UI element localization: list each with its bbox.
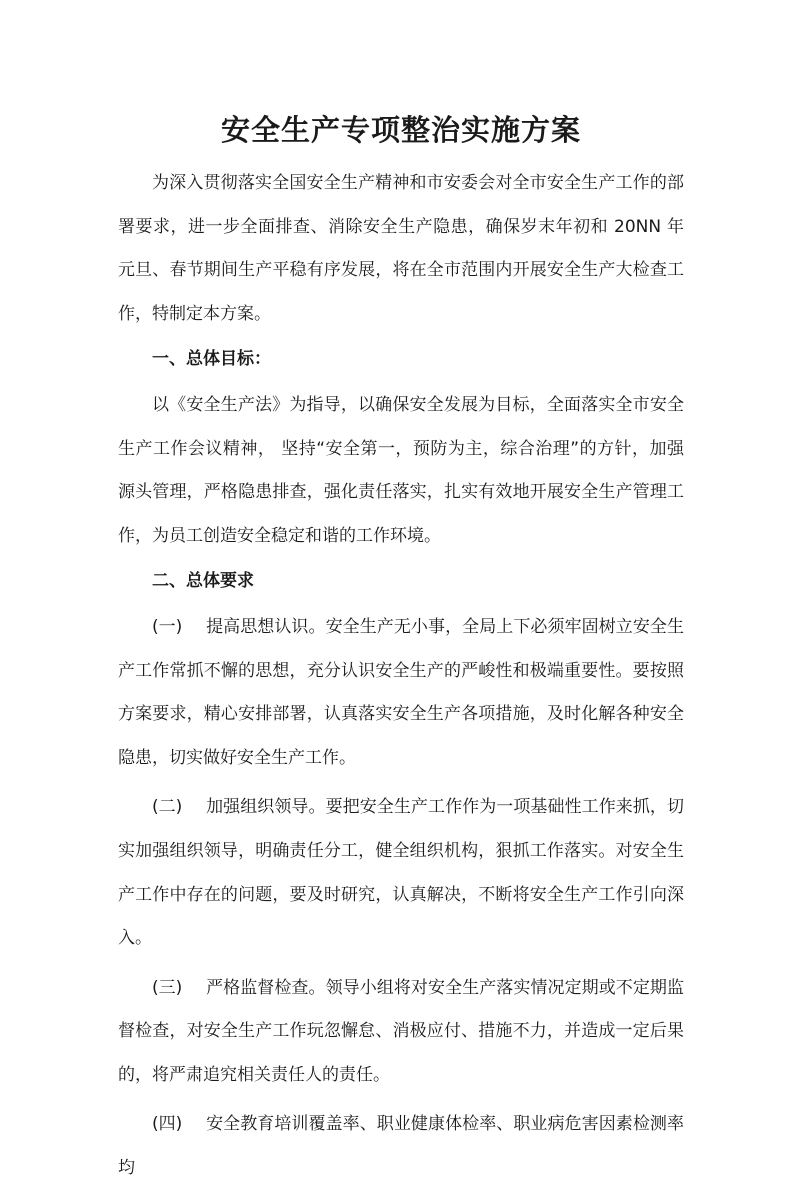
requirement-item [118, 967, 684, 1098]
section-heading-requirements: 二、总体要求 [152, 571, 254, 592]
item-number: (三) [152, 977, 183, 998]
item-text: 严格监督检查。领导小组将对安全生产落实情况定期或不定期监督检查，对安全生产工作玩忽懈怠、消极应付、措施不力，并造成一定后果的，将严肃追究相关责任人的责任。 [118, 977, 684, 1085]
item-text: 安全教育培训覆盖率、职业健康体检率、职业病危害因素检测率均 [118, 1114, 684, 1179]
document-page [118, 108, 684, 1191]
item-text: 加强组织领导。要把安全生产工作作为一项基础性工作来抓，切实加强组织领导，明确责任分工，健全组织机构，狠抓工作落实。对安全生产工作中存在的问题，要及时研究，认真解决，不断将安全生产工作引向深入。 [118, 797, 684, 949]
item-number: (四) [152, 1114, 183, 1135]
goals-paragraph: 以《安全生产法》为指导，以确保安全发展为目标，全面落实全市安全生产工作会议精神， 坚持“安全第一，预防为主，综合治理”的方针，加强源头管理，严格隐患排查，强化责任落实，扎实有效地开展安全生产管理工作，为员工创造安全稳定和谐的工作环境。 [118, 394, 684, 546]
requirement-item [118, 606, 684, 780]
requirement-item [118, 1103, 684, 1190]
item-number: (二) [152, 797, 183, 818]
intro-paragraph: 为深入贯彻落实全国安全生产精神和市安委会对全市安全生产工作的部署要求，进一步全面排查、消除安全生产隐患，确保岁末年初和 20NN 年元旦、春节期间生产平稳有序发展，将在全市范围内开展安全生产大检查工作，特制定本方案。 [118, 173, 684, 324]
item-number: (一) [152, 616, 183, 637]
item-text: 提高思想认识。安全生产无小事，全局上下必须牢固树立安全生产工作常抓不懈的思想，充分认识安全生产的严峻性和极端重要性。要按照方案要求，精心安排部署，认真落实安全生产各项措施，及时化解各种安全隐患，切实做好安全生产工作。 [118, 616, 684, 768]
requirement-item [118, 786, 684, 960]
section-heading-goals: 一、总体目标： [152, 349, 271, 370]
document-title: 安全生产专项整治实施方案 [220, 113, 581, 147]
